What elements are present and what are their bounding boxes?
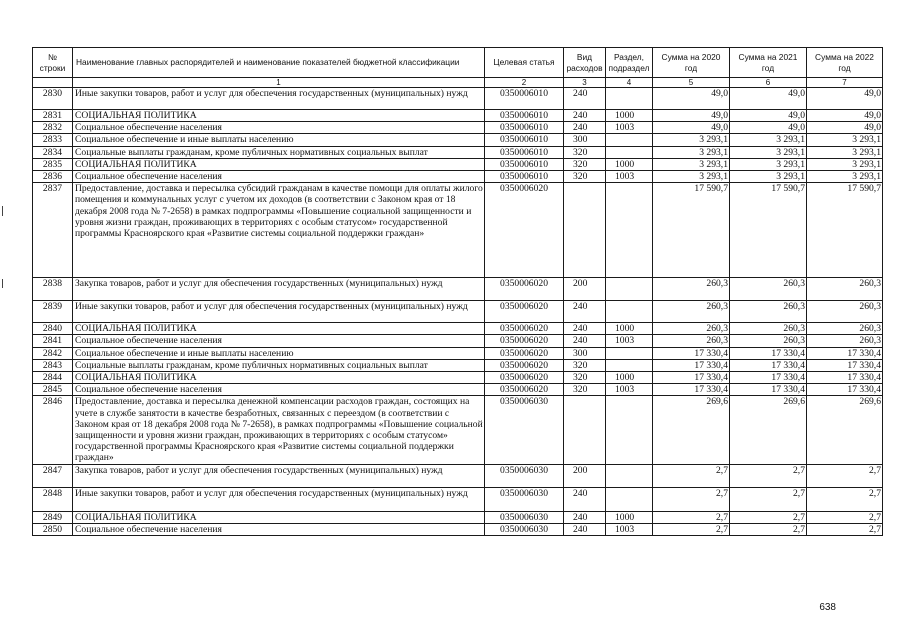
table-row [33,523,883,535]
table-row [33,323,883,335]
expense-type: 300 [564,134,606,146]
table-row [33,347,883,359]
row-name [73,511,485,523]
sum-2022: 260,3 [807,335,883,347]
row-name [73,487,485,511]
sum-2021: 49,0 [730,122,807,134]
sum-2020: 49,0 [653,110,730,122]
section-code [606,359,653,371]
table-row [33,511,883,523]
row-name [73,359,485,371]
table-row [33,359,883,371]
sum-2022: 17 330,4 [807,372,883,384]
section-code: 1000 [606,372,653,384]
row-name [73,158,485,170]
sum-2020: 2,7 [653,487,730,511]
row-name [73,347,485,359]
target-article: 0350006030 [485,487,564,511]
row-name-text: СОЦИАЛЬНАЯ ПОЛИТИКА [75,511,197,523]
target-article: 0350006020 [485,278,564,301]
expense-type: 240 [564,301,606,323]
expense-type: 200 [564,464,606,487]
row-number: 2849 [33,511,73,523]
row-name [73,171,485,183]
row-number: 2837 [33,183,73,278]
column-index: 4 [606,78,653,88]
row-name-text: СОЦИАЛЬНАЯ ПОЛИТИКА [75,158,197,170]
target-article: 0350006020 [485,359,564,371]
margin-mark [2,206,3,216]
sum-2022: 17 330,4 [807,359,883,371]
row-name [73,335,485,347]
expense-type: 240 [564,487,606,511]
sum-2020: 260,3 [653,278,730,301]
sum-2020: 2,7 [653,464,730,487]
section-code [606,301,653,323]
section-code: 1003 [606,122,653,134]
table-row [33,88,883,110]
row-name-text: Социальные выплаты гражданам, кроме публичных нормативных социальных выплат [75,146,428,158]
header-sum-2020: Сумма на 2020 год [653,48,730,78]
row-name [73,278,485,301]
sum-2022: 49,0 [807,110,883,122]
row-name-text: Социальное обеспечение населения [75,523,222,535]
sum-2021: 3 293,1 [730,158,807,170]
target-article: 0350006020 [485,372,564,384]
target-article: 0350006020 [485,323,564,335]
row-number: 2843 [33,359,73,371]
header-name: Наименование главных распорядителей и наименование показателей бюджетной классификации [73,48,485,78]
expense-type: 320 [564,359,606,371]
row-number: 2847 [33,464,73,487]
row-name-text: Иные закупки товаров, работ и услуг для обеспечения государственных (муниципальных) нужд [75,487,468,499]
sum-2021: 49,0 [730,110,807,122]
section-code [606,134,653,146]
expense-type: 320 [564,372,606,384]
column-index: 3 [564,78,606,88]
row-number: 2834 [33,146,73,158]
expense-type: 240 [564,335,606,347]
row-name-text: Иные закупки товаров, работ и услуг для обеспечения государственных (муниципальных) нужд [75,88,468,99]
sum-2020: 269,6 [653,396,730,464]
row-name [73,301,485,323]
expense-type [564,396,606,464]
sum-2021: 260,3 [730,323,807,335]
sum-2020: 17 330,4 [653,359,730,371]
sum-2020: 49,0 [653,122,730,134]
sum-2022: 260,3 [807,278,883,301]
header-expense-type: Вид расходов [564,48,606,78]
row-number: 2835 [33,158,73,170]
row-number: 2830 [33,88,73,110]
expense-type: 240 [564,110,606,122]
column-index-row [33,78,883,88]
expense-type: 300 [564,347,606,359]
row-name [73,88,485,110]
sum-2021: 17 330,4 [730,372,807,384]
row-name-text: Закупка товаров, работ и услуг для обеспечения государственных (муниципальных) нужд [75,464,443,476]
sum-2022: 2,7 [807,523,883,535]
sum-2021: 3 293,1 [730,146,807,158]
row-number: 2839 [33,301,73,323]
section-code [606,487,653,511]
table-row [33,158,883,170]
row-name-text: Социальное обеспечение населения [75,384,222,396]
table-row [33,171,883,183]
row-name [73,183,485,278]
row-name-text: Социальное обеспечение населения [75,122,222,134]
section-code: 1000 [606,323,653,335]
sum-2020: 260,3 [653,335,730,347]
target-article: 0350006010 [485,158,564,170]
target-article: 0350006020 [485,301,564,323]
target-article: 0350006030 [485,511,564,523]
expense-type [564,183,606,278]
section-code [606,396,653,464]
sum-2022: 269,6 [807,396,883,464]
expense-type: 320 [564,158,606,170]
sum-2022: 3 293,1 [807,146,883,158]
sum-2022: 260,3 [807,301,883,323]
row-name-text: Предоставление, доставка и пересылка субсидий гражданам в качестве помощи для оплаты жилого помещения и коммунальных услуг с учетом их доходов (в соответствии с Законом края от 18 декабря 2008 года № 7-2658) в рамках подпрограммы «Повышение социальной защищенности и уровня жизни граждан, проживающих в территориях с особым статусом» государственной программы Красноярского края «Развитие системы социальной поддержки граждан» [75,183,483,240]
target-article: 0350006010 [485,134,564,146]
table-row [33,122,883,134]
row-name-text: Социальное обеспечение населения [75,171,222,183]
section-code [606,146,653,158]
expense-type: 320 [564,171,606,183]
sum-2020: 2,7 [653,523,730,535]
page-number: 638 [819,602,836,613]
header-section: Раздел, подраздел [606,48,653,78]
row-number: 2840 [33,323,73,335]
row-name [73,134,485,146]
expense-type: 240 [564,323,606,335]
sum-2022: 17 590,7 [807,183,883,278]
table-row [33,464,883,487]
target-article: 0350006010 [485,88,564,110]
section-code: 1000 [606,511,653,523]
target-article: 0350006020 [485,183,564,278]
sum-2022: 2,7 [807,487,883,511]
section-code [606,278,653,301]
row-number: 2838 [33,278,73,301]
sum-2021: 17 330,4 [730,384,807,396]
header-target-article: Целевая статья [485,48,564,78]
section-code: 1000 [606,110,653,122]
sum-2020: 49,0 [653,88,730,110]
sum-2021: 269,6 [730,396,807,464]
sum-2021: 2,7 [730,487,807,511]
expense-type: 240 [564,523,606,535]
target-article: 0350006010 [485,146,564,158]
row-number: 2833 [33,134,73,146]
expense-type: 240 [564,88,606,110]
row-name [73,110,485,122]
section-code: 1003 [606,523,653,535]
section-code: 1003 [606,171,653,183]
table-row [33,372,883,384]
row-name-text: Иные закупки товаров, работ и услуг для обеспечения государственных (муниципальных) нужд [75,301,468,313]
sum-2020: 260,3 [653,301,730,323]
section-code: 1003 [606,335,653,347]
row-name [73,146,485,158]
header-row-no: № строки [33,48,73,78]
row-name [73,396,485,464]
column-index: 2 [485,78,564,88]
header-sum-2022: Сумма на 2022 год [807,48,883,78]
sum-2021: 2,7 [730,523,807,535]
expense-type: 320 [564,384,606,396]
table-row [33,278,883,301]
header-sum-2021: Сумма на 2021 год [730,48,807,78]
row-number: 2836 [33,171,73,183]
row-number: 2848 [33,487,73,511]
sum-2020: 2,7 [653,511,730,523]
sum-2020: 17 330,4 [653,372,730,384]
row-name-text: Социальное обеспечение и иные выплаты населению [75,347,294,359]
sum-2022: 260,3 [807,323,883,335]
sum-2022: 3 293,1 [807,171,883,183]
row-name [73,464,485,487]
table-row [33,146,883,158]
row-name [73,372,485,384]
expense-type: 240 [564,511,606,523]
table-row [33,110,883,122]
sum-2022: 49,0 [807,122,883,134]
sum-2021: 2,7 [730,464,807,487]
target-article: 0350006020 [485,335,564,347]
sum-2020: 3 293,1 [653,146,730,158]
row-name-text: СОЦИАЛЬНАЯ ПОЛИТИКА [75,323,197,335]
row-number: 2846 [33,396,73,464]
table-row [33,396,883,464]
row-name [73,523,485,535]
sum-2020: 3 293,1 [653,134,730,146]
sum-2020: 3 293,1 [653,171,730,183]
column-index: 1 [73,78,485,88]
sum-2022: 3 293,1 [807,158,883,170]
sum-2020: 17 330,4 [653,384,730,396]
table-row [33,301,883,323]
sum-2020: 3 293,1 [653,158,730,170]
sum-2021: 260,3 [730,335,807,347]
row-name [73,122,485,134]
row-number: 2850 [33,523,73,535]
row-number: 2845 [33,384,73,396]
table-body [33,88,883,536]
expense-type: 320 [564,146,606,158]
row-name [73,384,485,396]
target-article: 0350006030 [485,523,564,535]
row-name-text: Социальное обеспечение населения [75,335,222,347]
sum-2021: 260,3 [730,301,807,323]
section-code [606,183,653,278]
section-code [606,464,653,487]
target-article: 0350006010 [485,171,564,183]
sum-2021: 17 590,7 [730,183,807,278]
sum-2021: 2,7 [730,511,807,523]
section-code: 1003 [606,384,653,396]
row-name-text: СОЦИАЛЬНАЯ ПОЛИТИКА [75,110,197,121]
target-article: 0350006010 [485,110,564,122]
margin-mark [2,279,3,288]
header-row [33,48,883,78]
budget-table [32,47,883,536]
sum-2021: 17 330,4 [730,347,807,359]
row-number: 2841 [33,335,73,347]
table-row [33,487,883,511]
sum-2022: 3 293,1 [807,134,883,146]
row-name-text: Социальное обеспечение и иные выплаты населению [75,134,294,146]
table-row [33,384,883,396]
target-article: 0350006030 [485,464,564,487]
section-code [606,347,653,359]
expense-type: 200 [564,278,606,301]
sum-2021: 3 293,1 [730,134,807,146]
row-name-text: Закупка товаров, работ и услуг для обеспечения государственных (муниципальных) нужд [75,278,443,290]
target-article: 0350006020 [485,384,564,396]
row-name-text: Социальные выплаты гражданам, кроме публичных нормативных социальных выплат [75,359,428,371]
sum-2022: 17 330,4 [807,384,883,396]
sum-2021: 49,0 [730,88,807,110]
row-name-text: СОЦИАЛЬНАЯ ПОЛИТИКА [75,372,197,384]
table-row [33,335,883,347]
row-name-text: Предоставление, доставка и пересылка денежной компенсации расходов граждан, состоящих на учете в службе занятости в качестве безработных, связанных с переездом (в соответствии с Законом края от 18 декабря 2008 года № 7-2658), в рамках подпрограммы «Повышение социальной защищенности и уровня жизни граждан, проживающих в территориях с особым статусом» государственной программы Красноярского края «Развитие системы социальной поддержки граждан» [75,396,483,464]
sum-2021: 17 330,4 [730,359,807,371]
sum-2022: 2,7 [807,464,883,487]
row-number: 2844 [33,372,73,384]
target-article: 0350006020 [485,347,564,359]
sum-2022: 49,0 [807,88,883,110]
table-row [33,134,883,146]
column-index: 5 [653,78,730,88]
table-row [33,183,883,278]
row-number: 2842 [33,347,73,359]
section-code [606,88,653,110]
row-number: 2832 [33,122,73,134]
sum-2022: 2,7 [807,511,883,523]
column-index: 7 [807,78,883,88]
sum-2021: 260,3 [730,278,807,301]
target-article: 0350006010 [485,122,564,134]
row-number: 2831 [33,110,73,122]
expense-type: 240 [564,122,606,134]
sum-2020: 17 590,7 [653,183,730,278]
section-code: 1000 [606,158,653,170]
sum-2020: 260,3 [653,323,730,335]
target-article: 0350006030 [485,396,564,464]
row-name [73,323,485,335]
sum-2022: 17 330,4 [807,347,883,359]
sum-2021: 3 293,1 [730,171,807,183]
column-index [33,78,73,88]
column-index: 6 [730,78,807,88]
sum-2020: 17 330,4 [653,347,730,359]
